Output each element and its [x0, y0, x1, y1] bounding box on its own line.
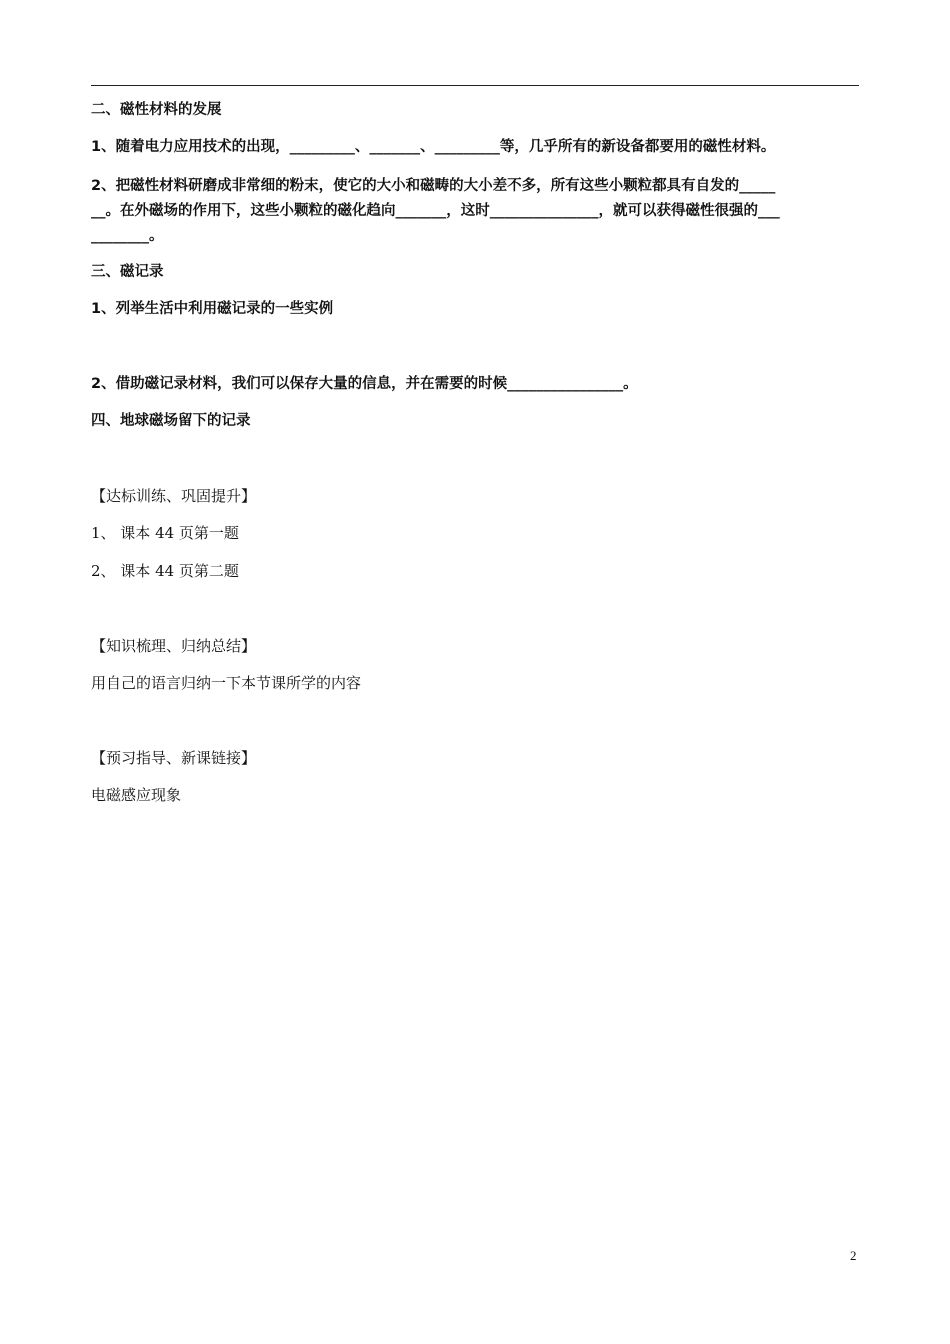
- section-2-heading: 二、磁性材料的发展: [91, 102, 222, 118]
- header-rule: [91, 85, 859, 86]
- section-3-question-2: 2、借助磁记录材料，我们可以保存大量的信息，并在需要的时候________________。: [91, 376, 638, 392]
- section-4-heading: 四、地球磁场留下的记录: [91, 413, 251, 429]
- summary-heading: 【知识梳理、归纳总结】: [91, 637, 257, 655]
- section-3-heading: 三、磁记录: [91, 264, 164, 280]
- section-3-question-1: 1、列举生活中利用磁记录的一些实例: [91, 301, 334, 317]
- page-number: 2: [850, 1248, 857, 1263]
- summary-text: 用自己的语言归纳一下本节课所学的内容: [91, 674, 362, 692]
- practice-item-1: 1、 课本 44 页第一题: [91, 524, 239, 542]
- section-2-question-2-line-3: ________。: [91, 228, 164, 244]
- preview-text: 电磁感应现象: [91, 786, 182, 804]
- section-2-question-1: 1、随着电力应用技术的出现，_________、_______、_________等，几乎所有的新设备都要用的磁性材料。: [91, 139, 776, 155]
- practice-item-2: 2、 课本 44 页第二题: [91, 562, 239, 580]
- practice-heading: 【达标训练、巩固提升】: [91, 487, 257, 505]
- section-2-question-2-line-2: __。在外磁场的作用下，这些小颗粒的磁化趋向_______，这时_______________，就可以获得磁性很强的___: [91, 203, 780, 219]
- section-2-question-2-line-1: 2、把磁性材料研磨成非常细的粉末，使它的大小和磁畴的大小差不多，所有这些小颗粒都具有自发的_____: [91, 178, 776, 194]
- preview-heading: 【预习指导、新课链接】: [91, 749, 257, 767]
